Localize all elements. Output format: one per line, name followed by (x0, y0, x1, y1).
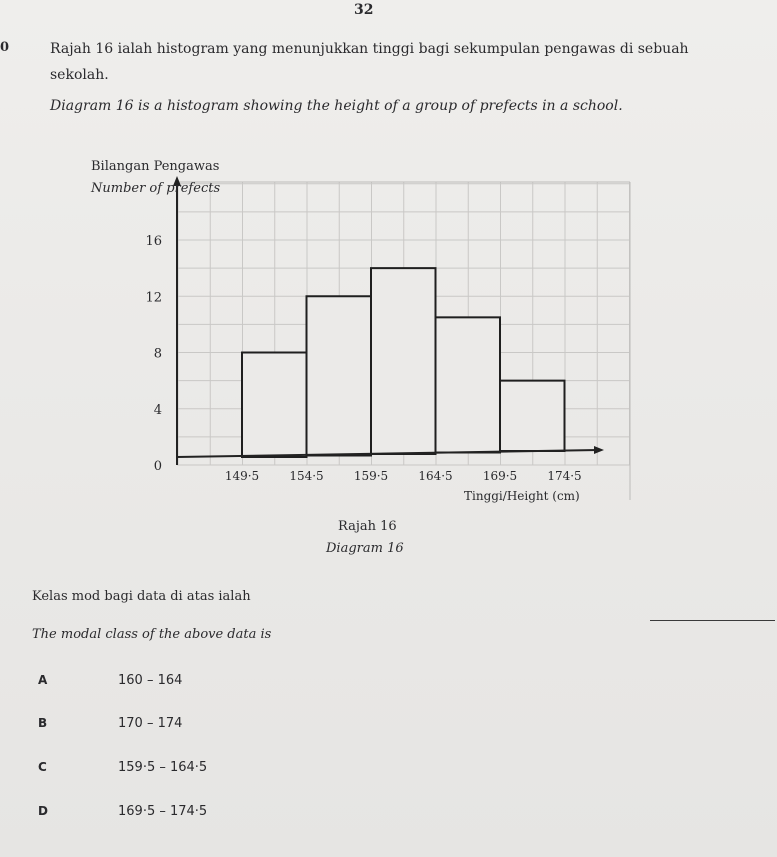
x-tick-label: 174·5 (547, 469, 582, 483)
x-tick-label: 159·5 (353, 469, 389, 483)
option-text: 169·5 – 174·5 (118, 804, 208, 819)
diagram-caption-malay: Rajah 16 (338, 519, 397, 534)
y-axis-label-malay: Bilangan Pengawas (91, 159, 220, 174)
question-text-malay: Rajah 16 ialah histogram yang menunjukkan tinggi bagi sekumpulan pengawas di sebuah sekolah. (50, 41, 689, 83)
answer-line (650, 620, 775, 621)
x-tick-label: 164·5 (418, 469, 453, 483)
page-number: 32 (354, 2, 374, 18)
x-tick-label: 169·5 (482, 469, 518, 483)
prompt-malay: Kelas mod bagi data di atas ialah (32, 589, 251, 604)
question-text-english: Diagram 16 is a histogram showing the height of a group of prefects in a school. (50, 98, 623, 114)
y-tick-label: 0 (153, 459, 162, 474)
option-letter: B (38, 716, 48, 730)
x-tick-label: 149·5 (224, 469, 260, 483)
option-text: 170 – 174 (118, 716, 183, 731)
y-tick-label: 8 (153, 346, 162, 362)
y-tick-label: 4 (153, 402, 162, 418)
histogram-bar (500, 381, 565, 451)
option-text: 159·5 – 164·5 (118, 760, 208, 775)
histogram-bar (242, 353, 307, 458)
question-number: 0 (0, 40, 10, 55)
y-tick-label: 12 (145, 290, 162, 306)
prompt-english: The modal class of the above data is (32, 627, 272, 642)
option-text: 160 – 164 (118, 673, 183, 688)
x-axis-label: Tinggi/Height (cm) (464, 489, 580, 503)
diagram-caption-english: Diagram 16 (326, 541, 404, 556)
histogram-bar (307, 296, 372, 455)
y-axis-label-english: Number of prefects (91, 181, 221, 196)
y-tick-label: 16 (145, 234, 162, 249)
option-letter: A (38, 673, 48, 687)
histogram-bar (436, 317, 501, 452)
option-letter: C (38, 760, 47, 774)
x-tick-label: 154·5 (289, 469, 324, 483)
option-letter: D (38, 804, 48, 818)
x-axis-arrowhead (594, 446, 604, 454)
histogram-bar (371, 268, 436, 454)
